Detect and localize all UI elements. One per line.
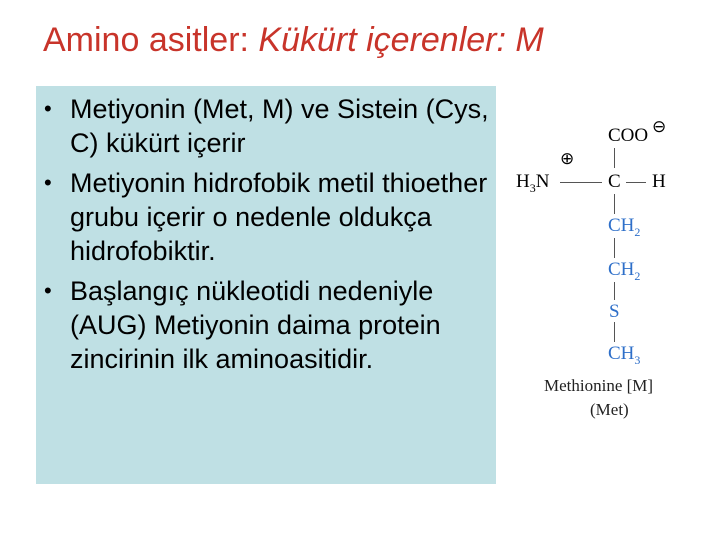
ch2-group-1-label bbox=[608, 216, 640, 238]
ch2-1-subscript: 2 bbox=[634, 224, 641, 239]
bullet-item-1 bbox=[36, 92, 496, 160]
ch2-2-text: CH bbox=[608, 259, 635, 280]
sulfur-label: S bbox=[609, 301, 620, 322]
bullet-icon: • bbox=[44, 96, 52, 121]
ch2-group-2-label bbox=[608, 260, 640, 282]
ch3-text: CH bbox=[608, 343, 635, 364]
ch2-1-text: CH bbox=[608, 215, 635, 236]
title-main: Amino asitler: bbox=[43, 21, 259, 59]
bond-line bbox=[626, 182, 646, 183]
ch2-2-subscript: 2 bbox=[634, 268, 641, 283]
bond-line bbox=[614, 282, 615, 300]
carboxylate-label: COO bbox=[608, 125, 649, 146]
alpha-carbon-label: C bbox=[608, 171, 621, 192]
methionine-structure bbox=[506, 112, 696, 432]
bullet-text-2: Metiyonin hidrofobik metil thioether grubu içerir o nedenle oldukça hidrofobiktir. bbox=[70, 168, 488, 266]
bond-line bbox=[560, 182, 602, 183]
minus-charge-icon: ⊖ bbox=[652, 117, 667, 136]
plus-charge-icon: ⊕ bbox=[560, 149, 575, 168]
ch3-subscript: 3 bbox=[634, 352, 641, 367]
bullet-text-3: Başlangıç nükleotidi nedeniyle (AUG) Metiyonin daima protein zincirinin ilk aminoasitidir. bbox=[70, 276, 441, 374]
bullet-panel bbox=[36, 86, 496, 484]
slide-title bbox=[43, 20, 544, 61]
structure-caption-name: Methionine [M] bbox=[544, 376, 654, 395]
amino-h: H bbox=[516, 171, 530, 192]
bullet-item-2 bbox=[36, 166, 496, 268]
bullet-text-1: Metiyonin (Met, M) ve Sistein (Cys, C) kükürt içerir bbox=[70, 94, 489, 158]
structure-caption-abbrev: (Met) bbox=[590, 400, 629, 419]
alpha-hydrogen-label: H bbox=[652, 171, 666, 192]
amino-h-subscript: 3 bbox=[529, 180, 536, 195]
bond-line bbox=[614, 148, 615, 168]
bond-line bbox=[614, 238, 615, 258]
amino-group-label bbox=[516, 172, 549, 194]
bond-line bbox=[614, 322, 615, 342]
title-subtitle: Kükürt içerenler: M bbox=[258, 21, 544, 59]
bond-line bbox=[614, 194, 615, 214]
bullet-icon: • bbox=[44, 170, 52, 195]
bullet-list bbox=[36, 92, 496, 382]
bullet-item-3 bbox=[36, 274, 496, 376]
amino-n: N bbox=[535, 171, 550, 192]
methyl-group-label bbox=[608, 344, 640, 366]
bullet-icon: • bbox=[44, 278, 52, 303]
